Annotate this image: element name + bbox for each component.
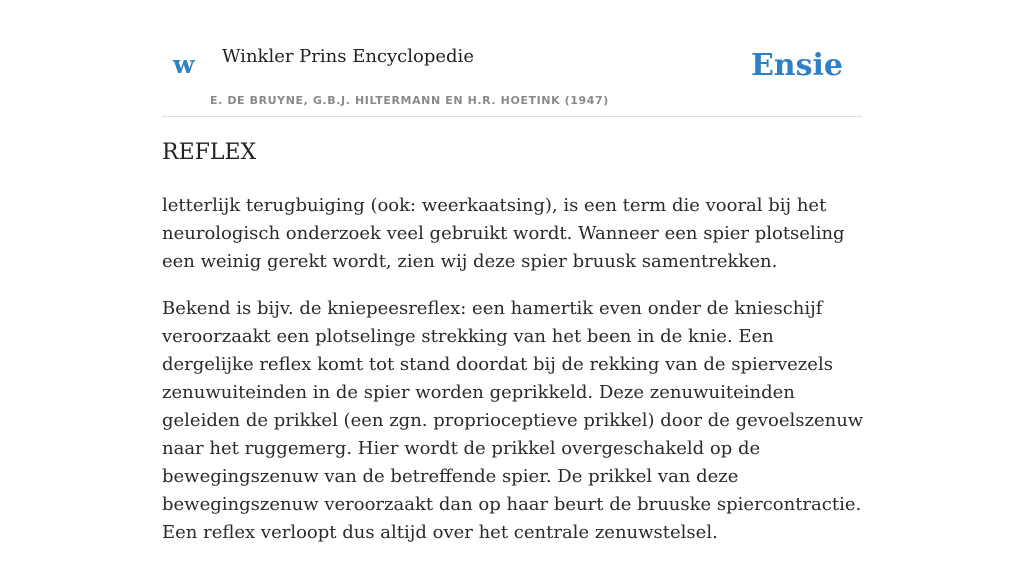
winkler-prins-logo[interactable]: w: [173, 50, 195, 79]
header: [162, 0, 862, 117]
paragraph-1: letterlijk terugbuiging (ook: weerkaatsing), is een term die vooral bij het neurologisch onderzoek veel gebruikt wordt. Wanneer een spier plotseling een weinig gerekt wordt, zien wij deze spier bruusk samentrekken.: [162, 195, 845, 272]
entry-title: REFLEX: [162, 140, 257, 165]
authors-line: E. DE BRUYNE, G.B.J. HILTERMANN EN H.R. HOETINK (1947): [210, 94, 609, 107]
ensie-logo[interactable]: Ensie: [750, 48, 843, 83]
book-title-link[interactable]: Winkler Prins Encyclopedie: [222, 46, 474, 67]
paragraph-2: Bekend is bijv. de kniepeesreflex: een hamertik even onder de knieschijf veroorzaakt een plotselinge strekking van het been in de knie. Een dergelijke reflex komt tot stand doordat bij de rekking van de spiervezels zenuwuiteinden in de spier worden geprikkeld. Deze zenuwuiteinden geleiden de prikkel (een zgn. proprioceptieve prikkel) door de gevoelszenuw naar het ruggemerg. Hier wordt de prikkel overgeschakeld op de bewegingszenuw van de betreffende spier. De prikkel van deze bewegingszenuw veroorzaakt dan op haar beurt de bruuske spiercontractie. Een reflex verloopt dus altijd over het centrale zenuwstelsel.: [162, 298, 864, 543]
entry-body: [162, 192, 864, 566]
